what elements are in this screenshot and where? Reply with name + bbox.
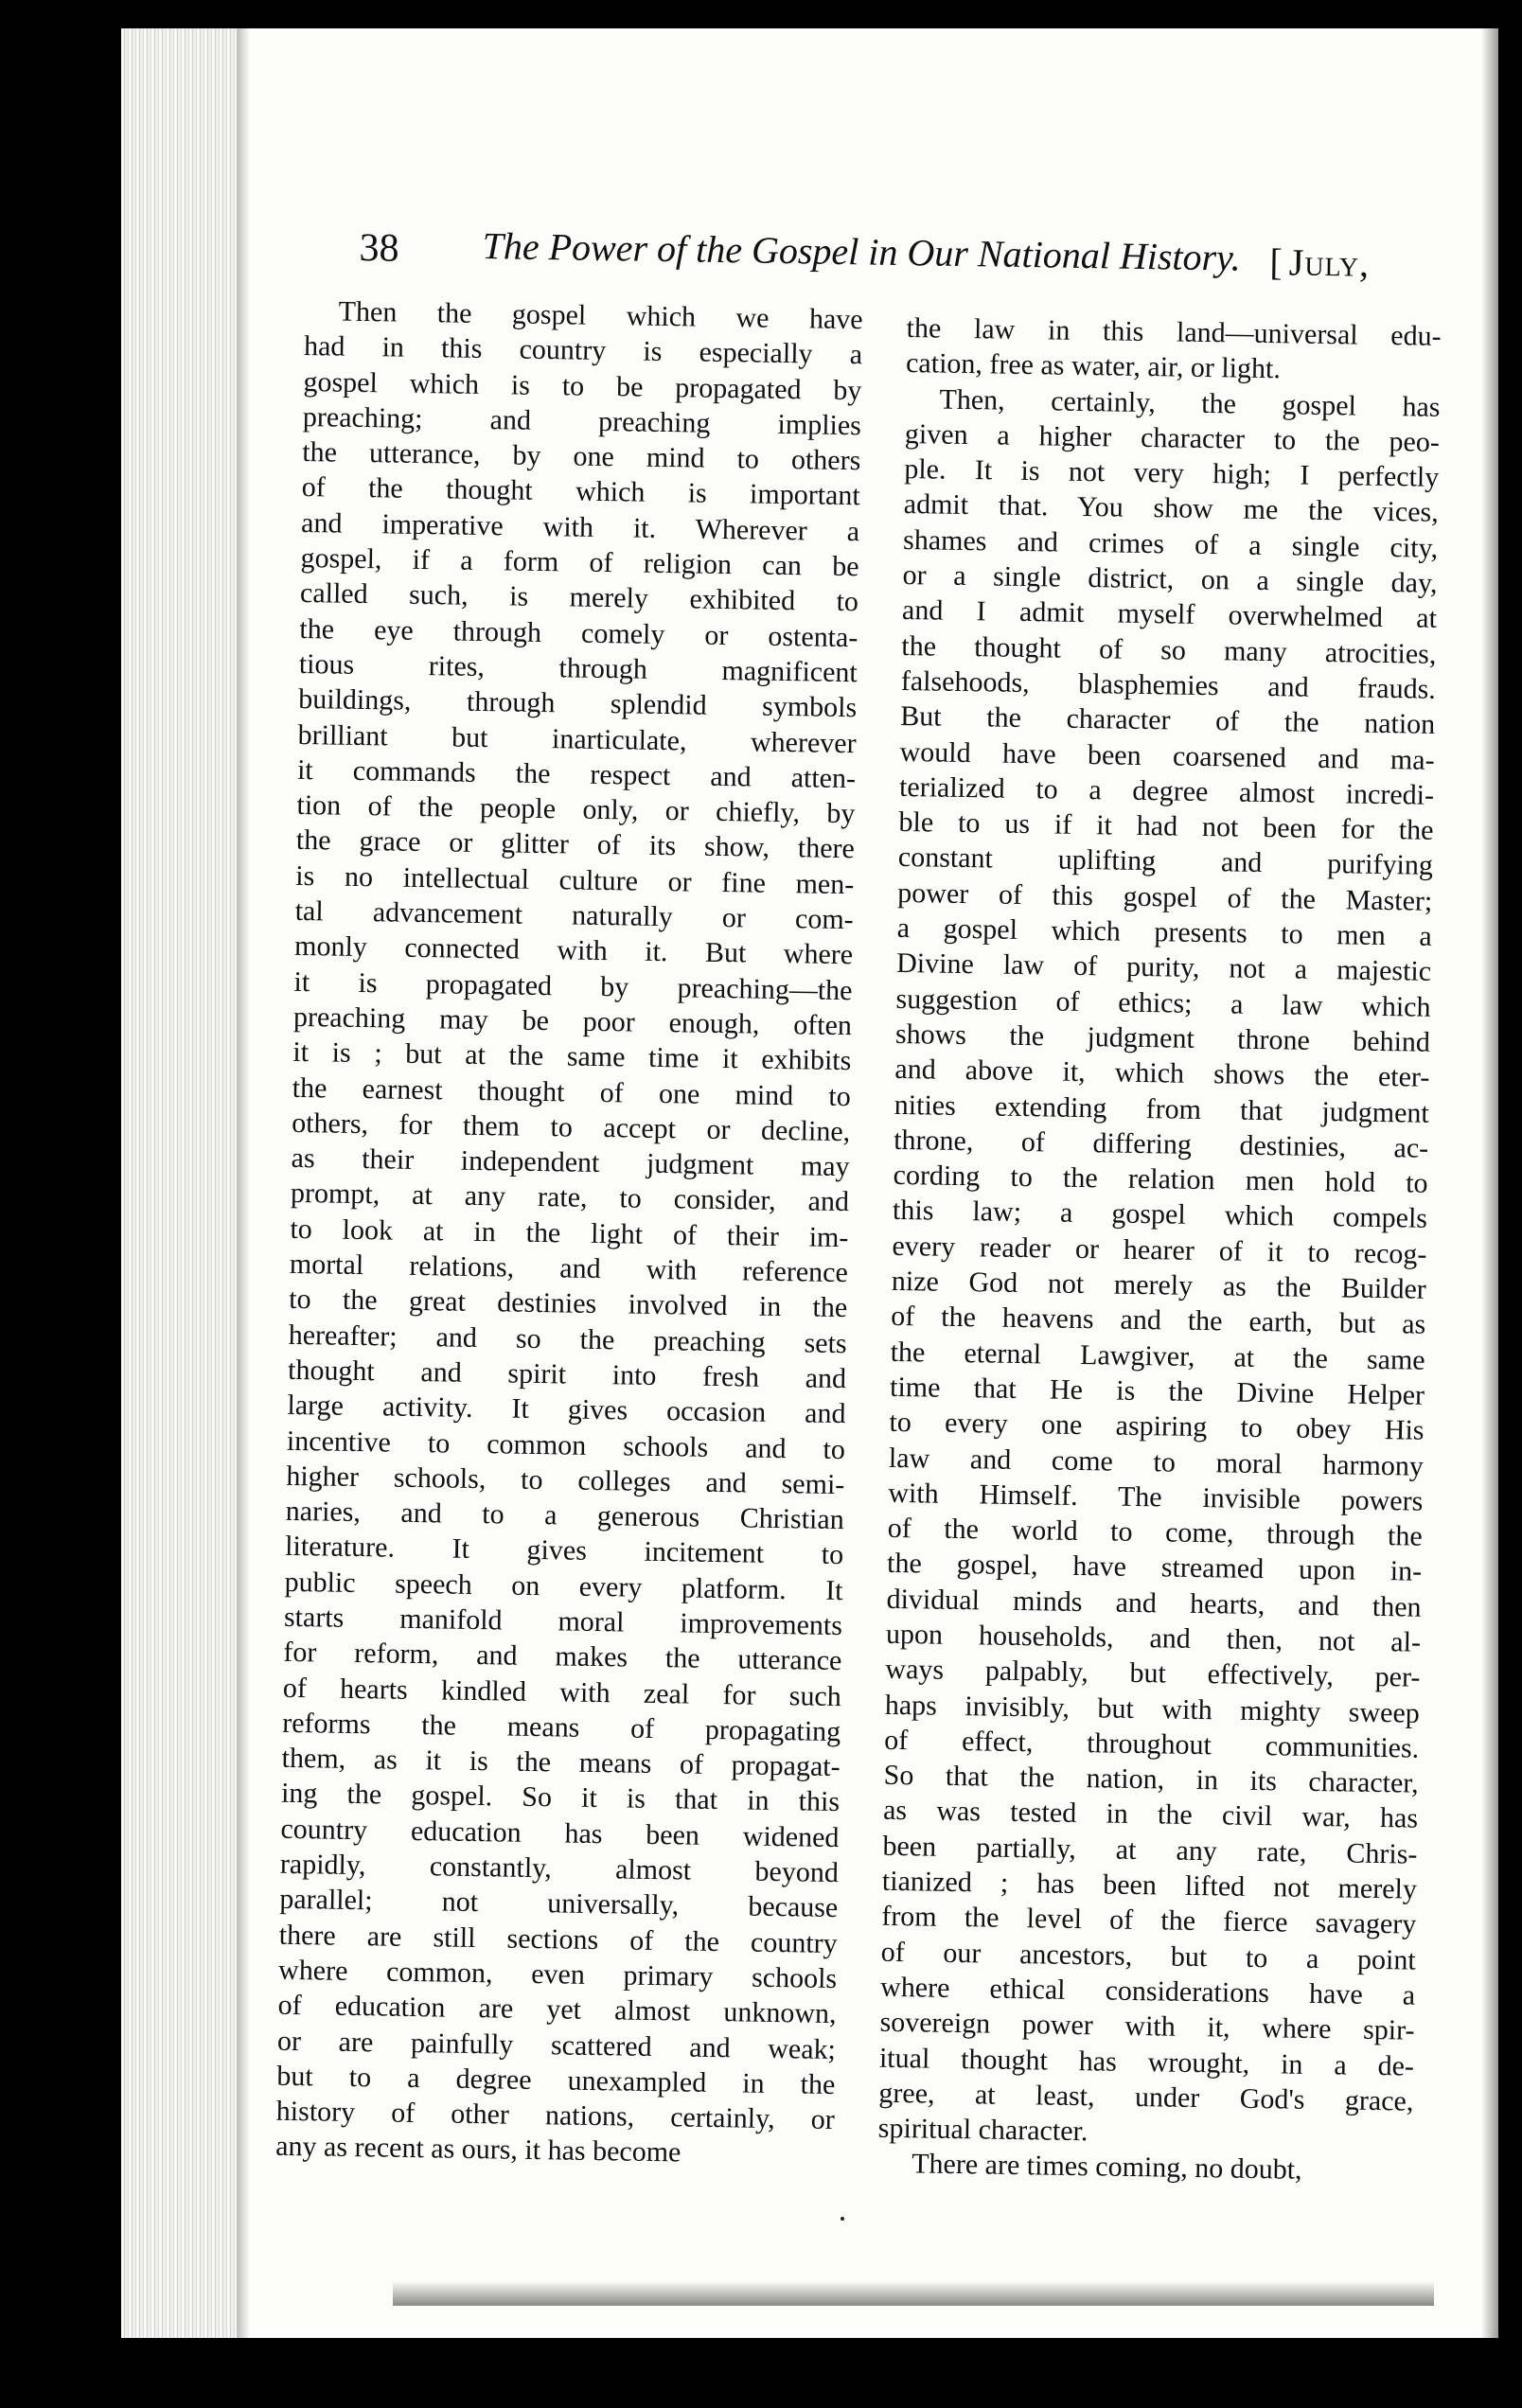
text-line: higher schools, to colleges and semi- xyxy=(286,1460,845,1500)
text-line: nities extending from that judgment xyxy=(894,1089,1430,1129)
text-line: ple. It is not very high; I perfectly xyxy=(904,453,1440,494)
text-line: the thought of so many atrocities, xyxy=(901,629,1437,670)
text-line: suggestion of ethics; a law which xyxy=(895,983,1431,1023)
text-line: gree, at least, under God's grace, xyxy=(878,2077,1414,2117)
text-line: it commands the respect and atten- xyxy=(296,753,857,795)
text-line: others, for them to accept or decline, xyxy=(291,1107,851,1147)
text-line: of education are yet almost unknown, xyxy=(277,1990,837,2030)
text-line: of hearts kindled with zeal for such xyxy=(282,1672,842,1712)
text-line: public speech on every platform. It xyxy=(284,1566,843,1606)
text-line: for reform, and makes the utterance xyxy=(283,1637,842,1677)
text-line: gospel, if a form of religion can be xyxy=(300,542,859,583)
text-line: with Himself. The invisible powers xyxy=(888,1477,1424,1517)
text-line: is no intellectual culture or fine men- xyxy=(295,859,855,900)
text-line: the eternal Lawgiver, at the same xyxy=(890,1336,1425,1376)
text-line: law and come to moral harmony xyxy=(888,1442,1425,1482)
text-line: reforms the means of propagating xyxy=(282,1707,841,1747)
text-line: would have been coarsened and ma- xyxy=(899,735,1435,776)
text-line: the utterance, by one mind to others xyxy=(302,436,861,477)
text-line: tianized ; has been lifted not merely xyxy=(881,1865,1418,1905)
text-line: sovereign power with it, where spir- xyxy=(879,2007,1415,2046)
page-bottom-shadow xyxy=(393,2281,1434,2306)
text-line: called such, is merely exhibited to xyxy=(299,577,859,618)
running-month-bracket: [ xyxy=(1269,240,1284,284)
text-line: shows the judgment throne behind xyxy=(894,1018,1431,1058)
text-line: naries, and to a generous Christian xyxy=(285,1495,844,1536)
text-line: of the thought which is important xyxy=(301,471,860,512)
text-line: Divine law of purity, not a majestic xyxy=(895,947,1432,988)
text-line: of the heavens and the earth, but as xyxy=(891,1301,1426,1341)
text-line: tious rites, through magnificent xyxy=(298,647,858,689)
text-line: tion of the people only, or chiefly, by xyxy=(296,789,856,830)
text-line: ing the gospel. So it is that in this xyxy=(280,1778,841,1818)
text-line: it is ; but at the same time it exhibits xyxy=(292,1036,852,1077)
text-line: time that He is the Divine Helper xyxy=(889,1371,1425,1411)
text-line: them, as it is the means of propagat- xyxy=(281,1742,841,1783)
text-line: of our ancestors, but to a point xyxy=(880,1936,1416,1976)
text-line: as was tested in the civil war, has xyxy=(882,1795,1419,1835)
text-line: there are still sections of the country xyxy=(278,1919,838,1959)
text-line: itual thought has wrought, in a de- xyxy=(878,2042,1415,2082)
text-line: preaching may be poor enough, often xyxy=(292,1000,853,1042)
text-line: Then the gospel which we have xyxy=(338,295,863,336)
text-line: as their independent judgment may xyxy=(291,1142,850,1183)
text-line: incentive to common schools and to xyxy=(286,1425,846,1465)
text-line: shames and crimes of a single city, xyxy=(902,523,1439,564)
text-line: So that the nation, in its character, xyxy=(883,1759,1419,1799)
text-line: where ethical considerations have a xyxy=(879,1971,1416,2011)
text-line: spiritual character. xyxy=(877,2112,1088,2148)
text-line: a gospel which presents to men a xyxy=(896,912,1432,952)
text-line: or are painfully scattered and weak; xyxy=(276,2025,837,2065)
page-edge-gutter xyxy=(121,28,244,2338)
text-line: of the world to come, through the xyxy=(887,1512,1423,1552)
text-line: to the great destinies involved in the xyxy=(289,1284,848,1324)
text-line: this law; a gospel which compels xyxy=(892,1195,1428,1235)
text-line: the gospel, have streamed upon in- xyxy=(886,1548,1423,1588)
text-line: but to a degree unexampled in the xyxy=(276,2060,836,2100)
text-line: of effect, throughout communities. xyxy=(884,1724,1420,1764)
text-line: falsehoods, blasphemies and frauds. xyxy=(900,664,1437,705)
text-line: hereafter; and so the preaching sets xyxy=(288,1319,847,1359)
text-line: prompt, at any rate, to consider, and xyxy=(290,1177,850,1218)
text-line: or a single district, on a single day, xyxy=(902,559,1438,599)
text-line: nize God not merely as the Builder xyxy=(891,1265,1427,1305)
text-line: any as recent as ours, it has become xyxy=(274,2131,681,2169)
text-line: ble to us if it had not been for the xyxy=(898,806,1434,846)
text-line: power of this gospel of the Master; xyxy=(897,876,1433,917)
text-line: dividual minds and hearts, and then xyxy=(886,1583,1422,1623)
running-title: The Power of the Gospel in Our National History. xyxy=(482,224,1242,279)
text-line: starts manifold moral improvements xyxy=(283,1601,843,1642)
ink-speck xyxy=(841,2217,844,2221)
text-line: ways palpably, but effectively, per- xyxy=(885,1654,1421,1693)
text-line: large activity. It gives occasion and xyxy=(287,1390,846,1430)
text-line: cording to the relation men hold to xyxy=(893,1160,1428,1199)
text-line: rapidly, constantly, almost beyond xyxy=(279,1848,840,1889)
text-line: haps invisibly, but with mighty sweep xyxy=(884,1689,1421,1729)
text-line: literature. It gives incitement to xyxy=(284,1531,844,1571)
running-month xyxy=(1269,239,1370,286)
text-line: every reader or hearer of it to recog- xyxy=(892,1230,1427,1270)
text-line: admit that. You show me the vices, xyxy=(903,488,1439,529)
text-line: and I admit myself overwhelmed at xyxy=(901,594,1438,635)
gutter-shadow xyxy=(237,28,250,2338)
text-line: the law in this land—universal edu- xyxy=(906,311,1442,352)
text-line: where common, even primary schools xyxy=(277,1954,838,1994)
text-line: tal advancement naturally or com- xyxy=(294,894,854,936)
text-line: had in this country is especially a xyxy=(303,330,863,371)
text-line: monly connected with it. But where xyxy=(293,930,854,971)
text-line: throne, of differing destinies, ac- xyxy=(893,1124,1429,1164)
page-right-edge xyxy=(1481,28,1498,2338)
text-line: to every one aspiring to obey His xyxy=(889,1407,1425,1446)
text-line: There are times coming, no doubt, xyxy=(911,2148,1302,2187)
text-line: mortal relations, and with reference xyxy=(289,1248,849,1289)
text-line: Then, certainly, the gospel has xyxy=(939,383,1441,423)
text-line: the grace or glitter of its show, there xyxy=(295,824,856,865)
text-line: the eye through comely or ostenta- xyxy=(299,612,858,653)
text-line: from the level of the fierce savagery xyxy=(881,1901,1417,1941)
text-line: gospel which is to be propagated by xyxy=(303,365,862,406)
text-line: thought and spirit into fresh and xyxy=(287,1354,847,1395)
text-line: terialized to a degree almost incredi- xyxy=(898,770,1435,811)
left-column xyxy=(275,293,863,2173)
text-line: upon households, and then, not al- xyxy=(885,1618,1422,1658)
text-line: buildings, through splendid symbols xyxy=(298,683,858,724)
text-line: constant uplifting and purifying xyxy=(897,841,1434,882)
text-line: country education has been widened xyxy=(280,1813,840,1853)
text-line: But the character of the nation xyxy=(900,700,1436,741)
text-line: been partially, at any rate, Chris- xyxy=(882,1830,1418,1870)
text-line: to look at in the light of their im- xyxy=(290,1213,849,1253)
right-column xyxy=(877,310,1442,2189)
page-number: 38 xyxy=(359,225,399,271)
text-line: brilliant but inarticulate, wherever xyxy=(297,718,857,759)
running-month-text: July, xyxy=(1288,240,1371,285)
text-line: it is propagated by preaching—the xyxy=(293,965,853,1006)
text-line: and above it, which shows the eter- xyxy=(894,1054,1430,1094)
text-line: history of other nations, certainly, or xyxy=(275,2095,836,2136)
text-line: the earnest thought of one mind to xyxy=(292,1071,852,1112)
text-line: given a higher character to the peo- xyxy=(904,417,1441,458)
text-line: cation, free as water, air, or light. xyxy=(905,347,1282,385)
text-line: parallel; not universally, because xyxy=(279,1884,839,1924)
text-line: preaching; and preaching implies xyxy=(302,400,862,442)
text-line: and imperative with it. Wherever a xyxy=(300,506,860,548)
